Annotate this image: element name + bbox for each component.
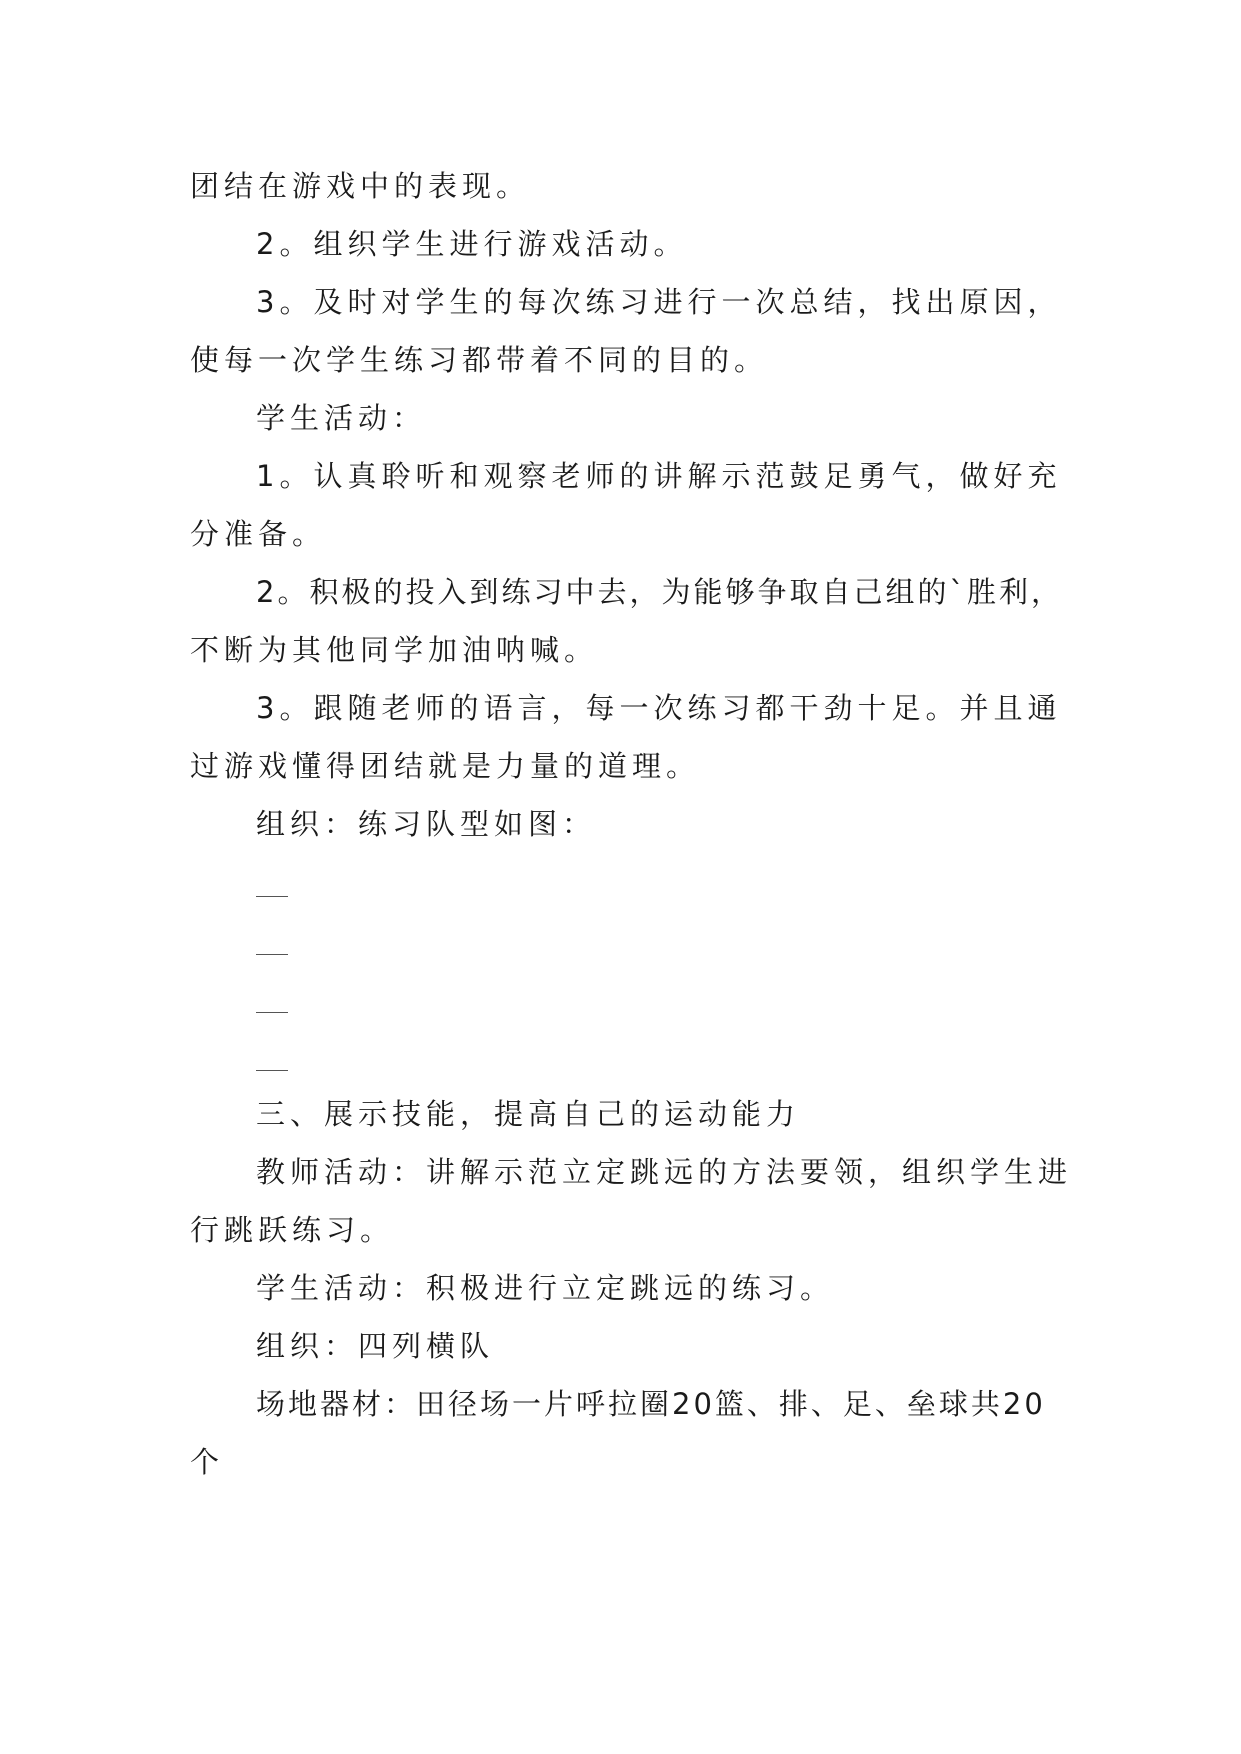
- text-line: 2。积极的投入到练习中去，为能够争取自己组的`胜利，: [256, 575, 1063, 609]
- formation-dash: [256, 1012, 288, 1013]
- text-line: 组织：四列横队: [256, 1329, 495, 1363]
- text-line: 行跳跃练习。: [190, 1213, 395, 1247]
- text-line: 学生活动：: [256, 401, 427, 435]
- text-line: 2。组织学生进行游戏活动。: [256, 227, 688, 261]
- formation-dash: [256, 896, 288, 897]
- text-line: 场地器材：田径场一片呼拉圈20篮、排、足、垒球共20: [256, 1387, 1046, 1421]
- text-line: 过游戏懂得团结就是力量的道理。: [190, 749, 701, 783]
- text-line: 个: [190, 1445, 225, 1479]
- section-heading: 三、展示技能，提高自己的运动能力: [256, 1097, 801, 1131]
- formation-dash: [256, 1070, 288, 1071]
- text-line: 团结在游戏中的表现。: [190, 169, 531, 203]
- text-line: 使每一次学生练习都带着不同的目的。: [190, 343, 769, 377]
- text-line: 3。及时对学生的每次练习进行一次总结，找出原因，: [256, 285, 1062, 319]
- text-line: 1。认真聆听和观察老师的讲解示范鼓足勇气，做好充: [256, 459, 1062, 493]
- text-line: 分准备。: [190, 517, 327, 551]
- formation-dash: [256, 954, 288, 955]
- text-line: 教师活动：讲解示范立定跳远的方法要领，组织学生进: [256, 1155, 1073, 1189]
- text-line: 3。跟随老师的语言，每一次练习都干劲十足。并且通: [256, 691, 1062, 725]
- text-line: 不断为其他同学加油呐喊。: [190, 633, 599, 667]
- text-line: 组织：练习队型如图：: [256, 807, 597, 841]
- text-line: 学生活动：积极进行立定跳远的练习。: [256, 1271, 835, 1305]
